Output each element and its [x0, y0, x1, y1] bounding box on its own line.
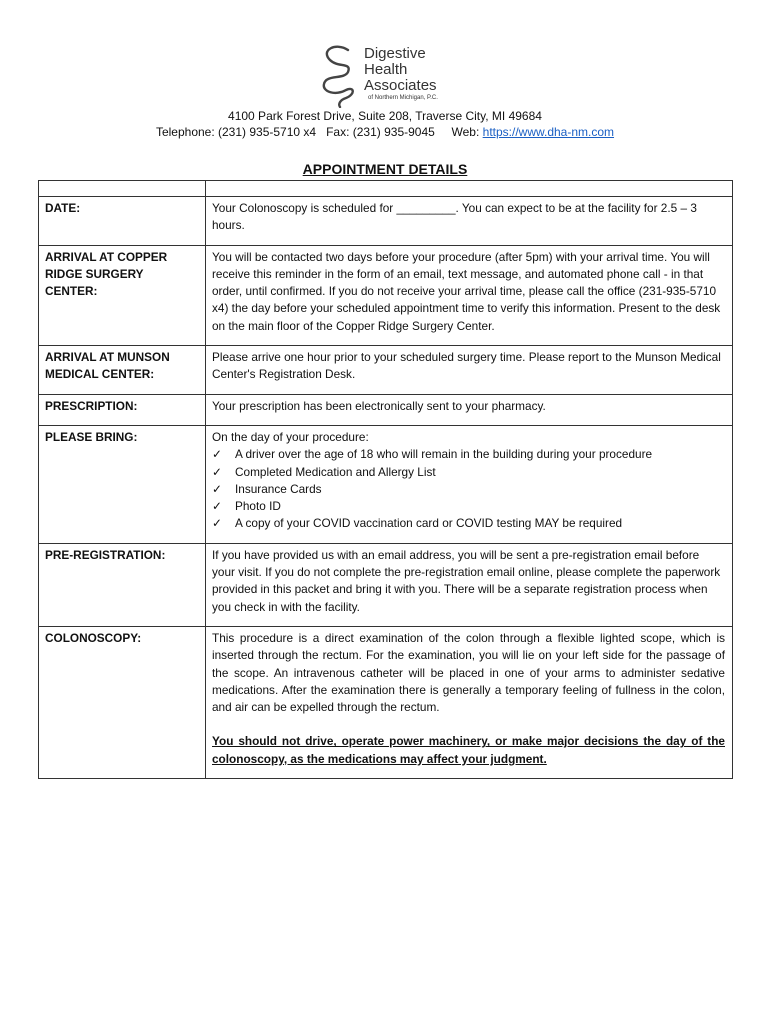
row-label: DATE:	[39, 197, 206, 246]
row-colonoscopy	[39, 626, 733, 778]
row-date	[39, 197, 733, 246]
row-label: PRESCRIPTION:	[39, 394, 206, 425]
list-item-text: Photo ID	[235, 499, 281, 514]
row-text: Your prescription has been electronically sent to your pharmacy.	[206, 394, 733, 425]
logo-line-1: Digestive	[364, 45, 426, 62]
list-item	[212, 464, 725, 481]
logo-line-3: Associates	[364, 77, 437, 94]
check-icon: ✓	[212, 516, 222, 531]
row-label: PLEASE BRING:	[39, 425, 206, 543]
row-text: If you have provided us with an email address, you will be sent a pre-registration email before your visit. If you do not complete the pre-registration email online, please complete the paperwork provided in this packet and bring it with you. There will be a separate registration process when you check in with the facility.	[206, 543, 733, 626]
row-text: You will be contacted two days before your procedure (after 5pm) with your arrival time. You will receive this reminder in the form of an email, text message, and automated phone call - in that order, until confirmed. If you do not receive your arrival time, please call the office (231-935-5710 x4) the day before your scheduled appointment time to verify this information. Present to the desk on the main floor of the Copper Ridge Surgery Center.	[206, 245, 733, 345]
list-item	[212, 481, 725, 498]
list-item	[212, 446, 725, 463]
row-arrival-copper-ridge	[39, 245, 733, 345]
row-label: ARRIVAL AT MUNSON MEDICAL CENTER:	[39, 346, 206, 395]
logo-line-2: Health	[364, 61, 408, 78]
row-label: COLONOSCOPY:	[39, 626, 206, 778]
row-text: Your Colonoscopy is scheduled for _________. You can expect to be at the facility for 2.5 – 3 hours.	[206, 197, 733, 246]
row-text: Please arrive one hour prior to your scheduled surgery time. Please report to the Munson Medical Center's Registration Desk.	[206, 346, 733, 395]
check-icon: ✓	[212, 499, 222, 514]
list-item-text: Completed Medication and Allergy List	[235, 464, 436, 479]
digestive-tract-icon	[318, 44, 364, 108]
list-item	[212, 515, 725, 532]
contact-line	[0, 125, 770, 139]
list-item-text: A copy of your COVID vaccination card or COVID testing MAY be required	[235, 516, 623, 531]
list-item-text: A driver over the age of 18 who will remain in the building during your procedure	[235, 447, 653, 462]
check-icon: ✓	[212, 464, 222, 479]
logo-subtitle: of Northern Michigan, P.C.	[368, 95, 438, 101]
row-label: PRE-REGISTRATION:	[39, 543, 206, 626]
dha-logo	[318, 44, 468, 108]
row-text	[206, 425, 733, 543]
row-please-bring	[39, 425, 733, 543]
row-pre-registration	[39, 543, 733, 626]
table-header-row	[39, 181, 733, 197]
fax: Fax: (231) 935-9045	[326, 125, 435, 139]
empty-cell	[206, 181, 733, 197]
appointment-details-table	[38, 180, 733, 779]
row-text	[206, 626, 733, 778]
list-item-text: Insurance Cards	[235, 481, 322, 496]
telephone: Telephone: (231) 935-5710 x4	[155, 125, 317, 139]
bring-intro: On the day of your procedure:	[212, 429, 369, 444]
page-title: APPOINTMENT DETAILS	[302, 161, 468, 177]
logo-wordmark	[364, 46, 437, 94]
list-item	[212, 498, 725, 515]
row-prescription	[39, 394, 733, 425]
colonoscopy-warning: You should not drive, operate power machinery, or make major decisions the day of the colonoscopy, as the medications may affect your judgment.	[212, 734, 725, 766]
row-label: ARRIVAL AT COPPER RIDGE SURGERY CENTER:	[39, 245, 206, 345]
check-icon: ✓	[212, 447, 222, 462]
colonoscopy-description: This procedure is a direct examination of the colon through a flexible lighted scope, which is inserted through the rectum. For the examination, you will lie on your left side for the passage of the scope. An intravenous catheter will be placed in one of your arms to administer sedative medications. After the examination there is generally a temporary feeling of fullness in the colon, and air can be expelled through the rectum.	[212, 630, 725, 715]
web-label: Web:	[451, 125, 480, 139]
bring-checklist	[212, 446, 725, 532]
website-link[interactable]: https://www.dha-nm.com	[482, 125, 615, 139]
empty-cell	[39, 181, 206, 197]
check-icon: ✓	[212, 481, 222, 496]
row-arrival-munson	[39, 346, 733, 395]
street-address: 4100 Park Forest Drive, Suite 208, Traverse City, MI 49684	[228, 109, 542, 123]
